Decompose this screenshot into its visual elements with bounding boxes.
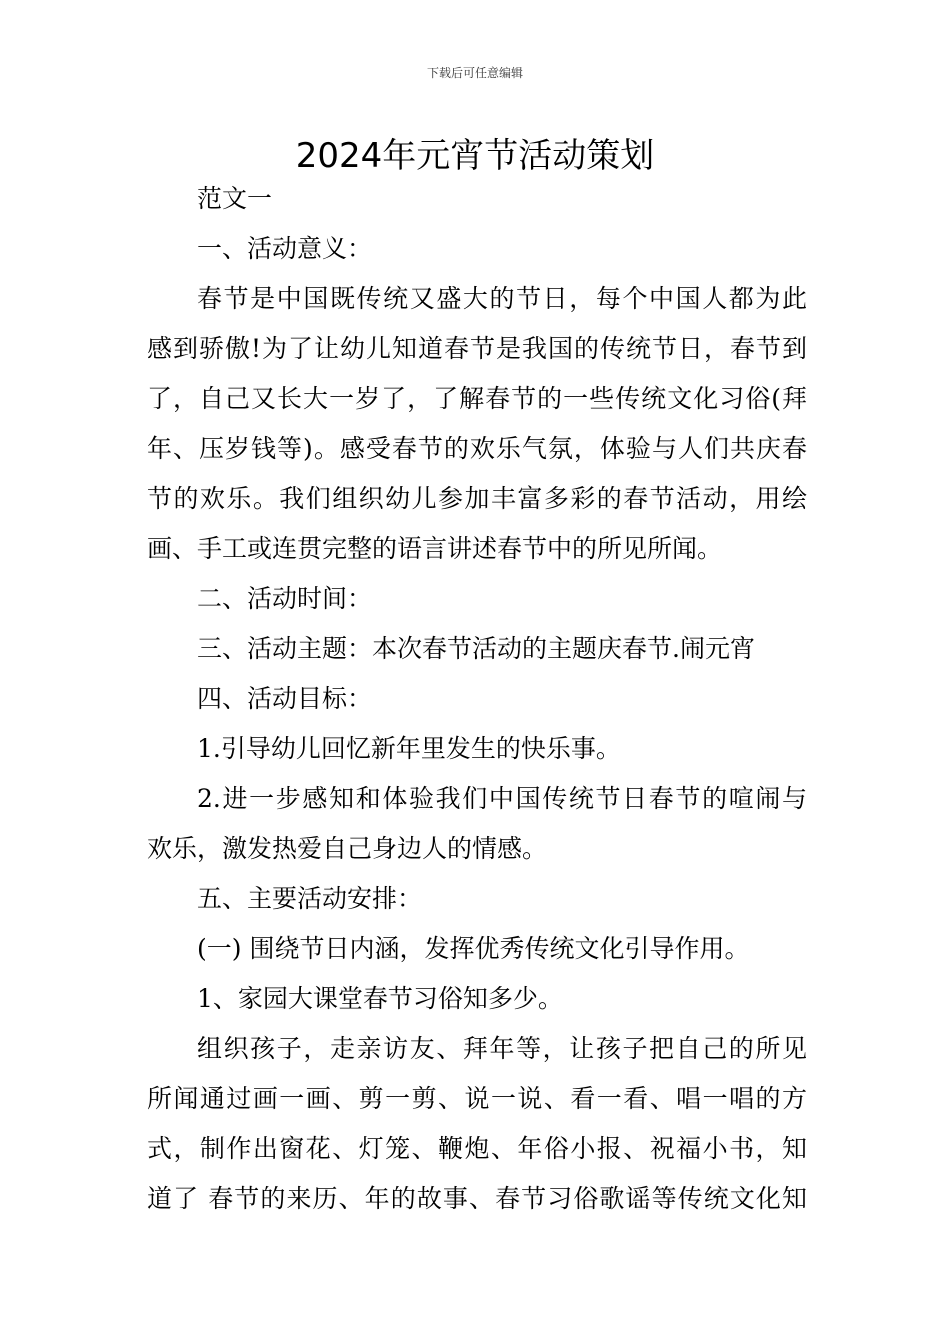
list-item: 1、家园大课堂春节习俗知多少。 — [197, 984, 563, 1013]
header-note: 下载后可任意编辑 — [426, 66, 523, 80]
subsection-heading: (一) 围绕节日内涵，发挥优秀传统文化引导作用。 — [197, 934, 750, 963]
paragraph-line: 感到骄傲!为了让幼儿知道春节是我国的传统节日，春节到 — [147, 334, 807, 363]
section-heading: 三、活动主题：本次春节活动的主题庆春节.闹元宵 — [197, 634, 755, 663]
document-body — [147, 174, 807, 1224]
paragraph-line: 了，自己又长大一岁了，了解春节的一些传统文化习俗(拜 — [147, 384, 807, 413]
paragraph-line: 道了 春节的来历、年的故事、春节习俗歌谣等传统文化知 — [147, 1184, 807, 1213]
paragraph-line: 欢乐，激发热爱自己身边人的情感。 — [147, 834, 548, 863]
paragraph-line: 年、压岁钱等)。感受春节的欢乐气氛，体验与人们共庆春 — [147, 434, 807, 463]
section-heading: 五、主要活动安排： — [197, 884, 423, 913]
paragraph-line: 组织孩子，走亲访友、拜年等，让孩子把自己的所见 — [197, 1034, 807, 1063]
paragraph-line: 节的欢乐。我们组织幼儿参加丰富多彩的春节活动，用绘 — [147, 484, 807, 513]
paragraph-line: 式，制作出窗花、灯笼、鞭炮、年俗小报、祝福小书，知 — [147, 1134, 807, 1163]
paragraph-line: 范文一 — [197, 184, 273, 213]
section-heading: 二、活动时间： — [197, 584, 373, 613]
paragraph-line: 春节是中国既传统又盛大的节日，每个中国人都为此 — [197, 284, 807, 313]
list-item: 2.进一步感知和体验我们中国传统节日春节的喧闹与 — [197, 784, 807, 813]
list-item: 1.引导幼儿回忆新年里发生的快乐事。 — [197, 734, 621, 763]
section-heading: 一、活动意义： — [197, 234, 373, 263]
paragraph-line: 所闻通过画一画、剪一剪、说一说、看一看、唱一唱的方 — [147, 1084, 807, 1113]
section-heading: 四、活动目标： — [197, 684, 373, 713]
page-title: 2024年元宵节活动策划 — [295, 136, 655, 176]
paragraph-line: 画、手工或连贯完整的语言讲述春节中的所见所闻。 — [147, 534, 723, 563]
